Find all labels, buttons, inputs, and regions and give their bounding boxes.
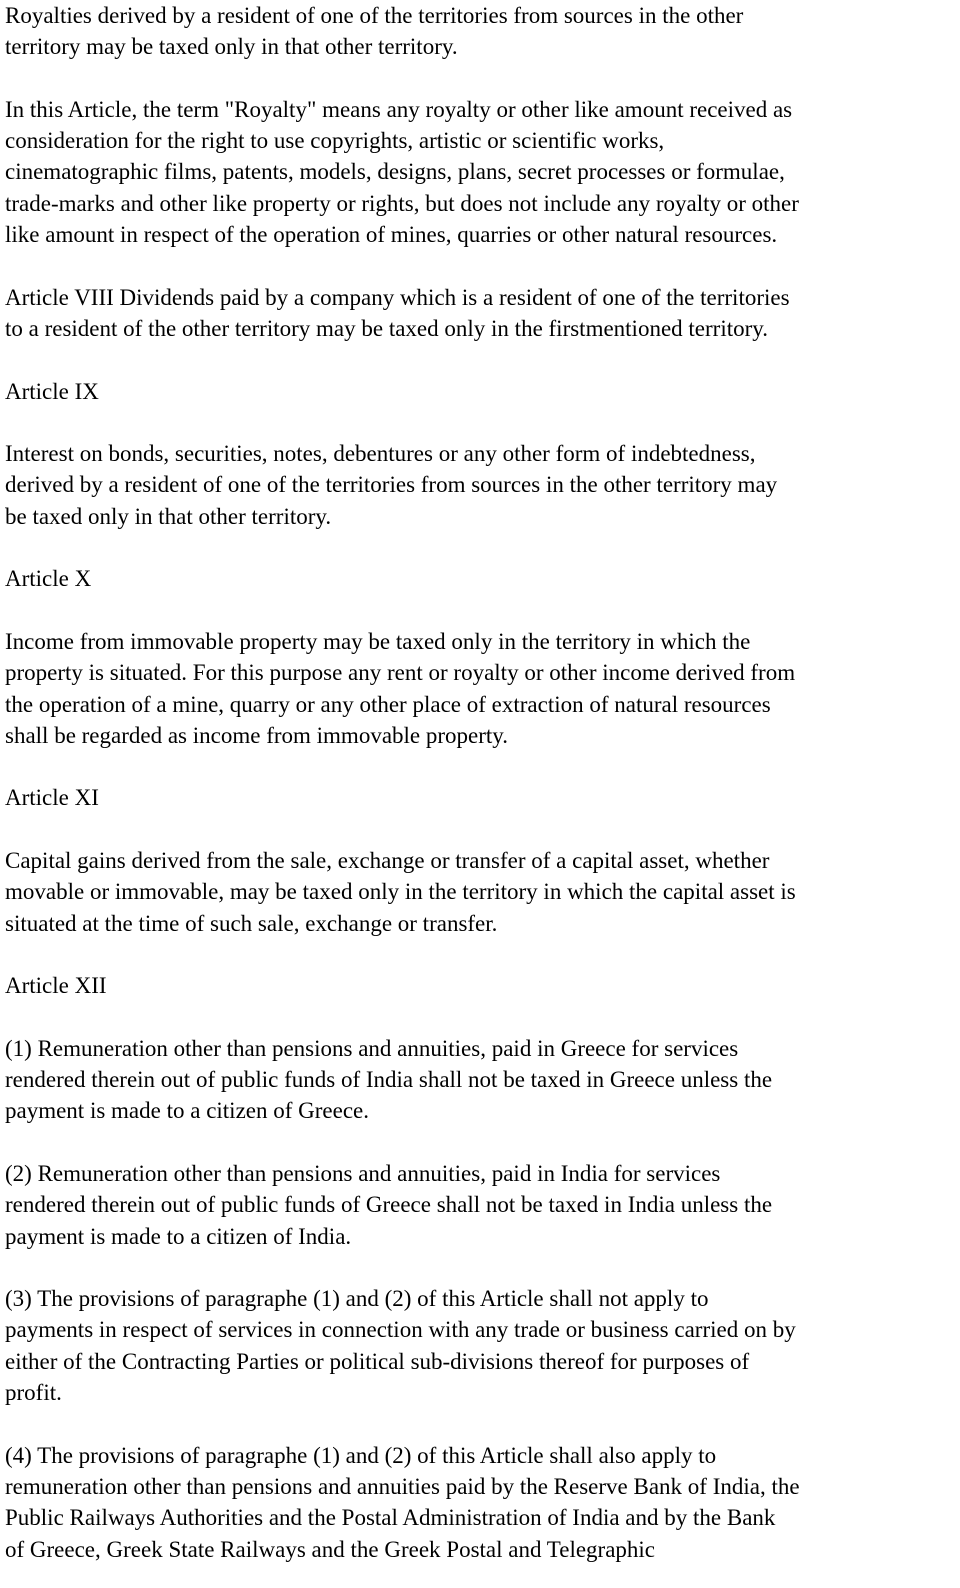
heading-text: Article IX (5, 378, 99, 404)
paragraph-gap (5, 1408, 955, 1439)
text-line: property is situated. For this purpose any rent or royalty or other income derived from (5, 660, 796, 686)
text-line: be taxed only in that other territory. (5, 503, 332, 529)
text-line: derived by a resident of one of the territories from sources in the other territory may (5, 472, 778, 498)
article-xi-paragraph (5, 845, 955, 939)
article-ix-heading (5, 376, 955, 407)
paragraph-gap (5, 63, 955, 94)
royalty-definition-paragraph (5, 94, 955, 250)
text-line: either of the Contracting Parties or political sub-divisions thereof for purposes of (5, 1348, 750, 1374)
text-line: situated at the time of such sale, exchange or transfer. (5, 910, 498, 936)
article-xii-paragraph-2 (5, 1158, 955, 1252)
paragraph-gap (5, 939, 955, 970)
article-xii-paragraph-3 (5, 1283, 955, 1408)
text-line: Article VIII Dividends paid by a company which is a resident of one of the territories (5, 284, 790, 310)
article-xii-heading (5, 970, 955, 1001)
text-line: of Greece, Greek State Railways and the Greek Postal and Telegraphic (5, 1536, 656, 1562)
text-line: Interest on bonds, securities, notes, debentures or any other form of indebtedness, (5, 441, 756, 467)
text-line: rendered therein out of public funds of India shall not be taxed in Greece unless the (5, 1067, 773, 1093)
paragraph-gap (5, 407, 955, 438)
paragraph-gap (5, 344, 955, 375)
heading-text: Article X (5, 566, 92, 592)
paragraph-gap (5, 250, 955, 281)
text-line: to a resident of the other territory may be taxed only in the firstmentioned territory. (5, 315, 769, 341)
text-line: trade-marks and other like property or rights, but does not include any royalty or other (5, 190, 799, 216)
text-line: (4) The provisions of paragraphe (1) and (2) of this Article shall also apply to (5, 1442, 717, 1468)
text-line: shall be regarded as income from immovable property. (5, 722, 509, 748)
paragraph-gap (5, 1002, 955, 1033)
article-xi-heading (5, 782, 955, 813)
text-line: Capital gains derived from the sale, exchange or transfer of a capital asset, whether (5, 848, 770, 874)
heading-text: Article XI (5, 785, 99, 811)
text-line: movable or immovable, may be taxed only in the territory in which the capital asset is (5, 879, 796, 905)
text-line: cinematographic films, patents, models, designs, plans, secret processes or formulae, (5, 159, 785, 185)
text-line: (3) The provisions of paragraphe (1) and (2) of this Article shall not apply to (5, 1286, 709, 1312)
paragraph-gap (5, 595, 955, 626)
text-line: Income from immovable property may be taxed only in the territory in which the (5, 628, 751, 654)
text-line: like amount in respect of the operation of mines, quarries or other natural resources. (5, 222, 778, 248)
paragraph-gap (5, 751, 955, 782)
article-xii-paragraph-4 (5, 1440, 955, 1565)
text-line: payments in respect of services in connection with any trade or business carried on by (5, 1317, 796, 1343)
text-line: remuneration other than pensions and annuities paid by the Reserve Bank of India, the (5, 1473, 800, 1499)
paragraph-gap (5, 532, 955, 563)
text-line: rendered therein out of public funds of Greece shall not be taxed in India unless the (5, 1192, 773, 1218)
text-line: In this Article, the term "Royalty" means any royalty or other like amount received as (5, 96, 793, 122)
text-line: territory may be taxed only in that other territory. (5, 34, 458, 60)
text-line: the operation of a mine, quarry or any other place of extraction of natural resources (5, 691, 771, 717)
paragraph-gap (5, 814, 955, 845)
document-page (5, 0, 955, 1565)
royalties-paragraph (5, 0, 955, 63)
article-x-heading (5, 563, 955, 594)
text-line: Public Railways Authorities and the Postal Administration of India and by the Bank (5, 1505, 776, 1531)
text-line: payment is made to a citizen of Greece. (5, 1098, 370, 1124)
paragraph-gap (5, 1127, 955, 1158)
text-line: consideration for the right to use copyrights, artistic or scientific works, (5, 128, 665, 154)
text-line: (2) Remuneration other than pensions and annuities, paid in India for services (5, 1160, 721, 1186)
text-line: Royalties derived by a resident of one of the territories from sources in the other (5, 3, 744, 28)
article-x-paragraph (5, 626, 955, 751)
article-viii-paragraph (5, 282, 955, 345)
text-line: payment is made to a citizen of India. (5, 1223, 352, 1249)
paragraph-gap (5, 1252, 955, 1283)
text-line: profit. (5, 1380, 62, 1406)
heading-text: Article XII (5, 973, 107, 999)
text-line: (1) Remuneration other than pensions and annuities, paid in Greece for services (5, 1035, 739, 1061)
article-ix-paragraph (5, 438, 955, 532)
article-xii-paragraph-1 (5, 1033, 955, 1127)
